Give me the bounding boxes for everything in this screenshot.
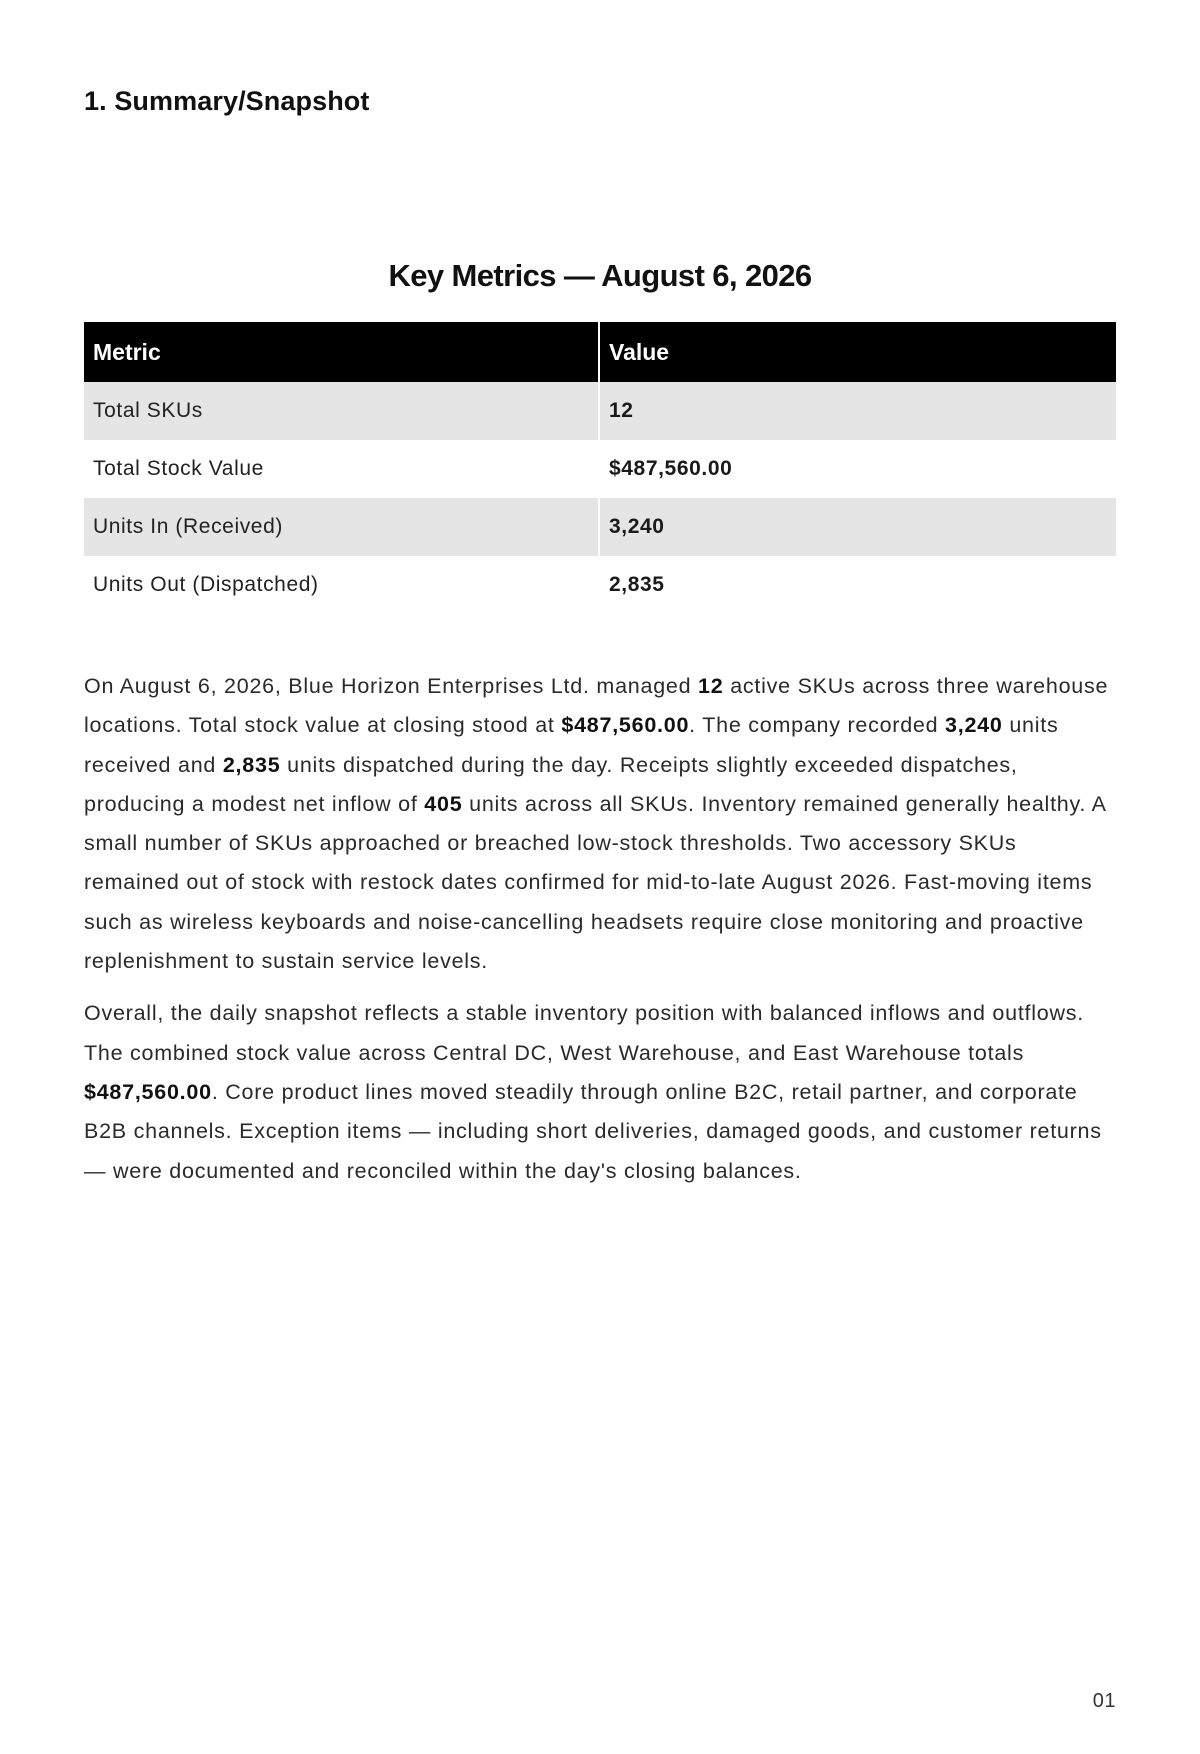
table-header-row <box>84 322 1116 382</box>
value-cell: 3,240 <box>599 498 1116 556</box>
text-run: units received and <box>84 713 1059 777</box>
text-run: active SKUs across three warehouse locations. Total stock value at closing stood at <box>84 674 1109 738</box>
section-heading: 1. Summary/Snapshot <box>84 86 370 116</box>
highlighted-value: 2,835 <box>222 752 281 777</box>
highlighted-value: 3,240 <box>945 713 1003 738</box>
text-run: units across all SKUs. Inventory remained generally healthy. A small number of SKUs approached or breached low-stock thresholds. Two accessory SKUs remained out of stock with restock dates confirmed for mid-to-late August 2026. Fast-moving items such as wireless keyboards and noise-cancelling headsets require close monitoring and proactive replenishment to sustain service levels. <box>84 791 1106 974</box>
highlighted-value: $487,560.00 <box>561 713 690 738</box>
metric-cell: Total Stock Value <box>93 457 264 480</box>
metric-cell: Total SKUs <box>84 382 599 440</box>
text-run: . Core product lines moved steadily through online B2C, retail partner, and corporate B2B channels. Exception items — including short deliveries, damaged goods, and customer returns — were documented and reconciled within the day's closing balances. <box>84 1079 1102 1183</box>
highlighted-value: 405 <box>424 791 463 816</box>
highlighted-value: 12 <box>698 674 724 698</box>
column-header-value: Value <box>599 322 1116 382</box>
summary-body <box>84 667 1116 1204</box>
table-row <box>84 440 1116 498</box>
text-run: Overall, the daily snapshot reflects a stable inventory position with balanced inflows and outflows. The combined stock value across Central DC, West Warehouse, and East Warehouse totals <box>84 1001 1085 1065</box>
key-metrics-table <box>84 322 1116 614</box>
overview-paragraph <box>84 994 1116 1190</box>
highlighted-value: $487,560.00 <box>84 1079 212 1104</box>
metric-cell: Units In (Received) <box>84 498 599 556</box>
value-cell: 12 <box>599 382 1116 440</box>
table-row <box>84 382 1116 440</box>
value-cell: 2,835 <box>599 556 1116 614</box>
metric-cell: Units Out (Dispatched) <box>93 573 319 596</box>
text-run: units dispatched during the day. Receipts slightly exceeded dispatches, producing a modest net inflow of <box>84 752 1018 816</box>
value-cell: $487,560.00 <box>599 440 1116 498</box>
text-run: On August 6, 2026, Blue Horizon Enterprises Ltd. managed <box>84 674 699 698</box>
summary-paragraph <box>84 667 1116 981</box>
document-page <box>84 0 1116 1754</box>
column-header-metric: Metric <box>84 322 599 382</box>
table-row <box>84 498 1116 556</box>
table-title: Key Metrics — August 6, 2026 <box>388 258 812 293</box>
page-number: 01 <box>1092 1690 1116 1712</box>
table-row <box>84 556 1116 614</box>
text-run: . The company recorded <box>689 713 946 738</box>
